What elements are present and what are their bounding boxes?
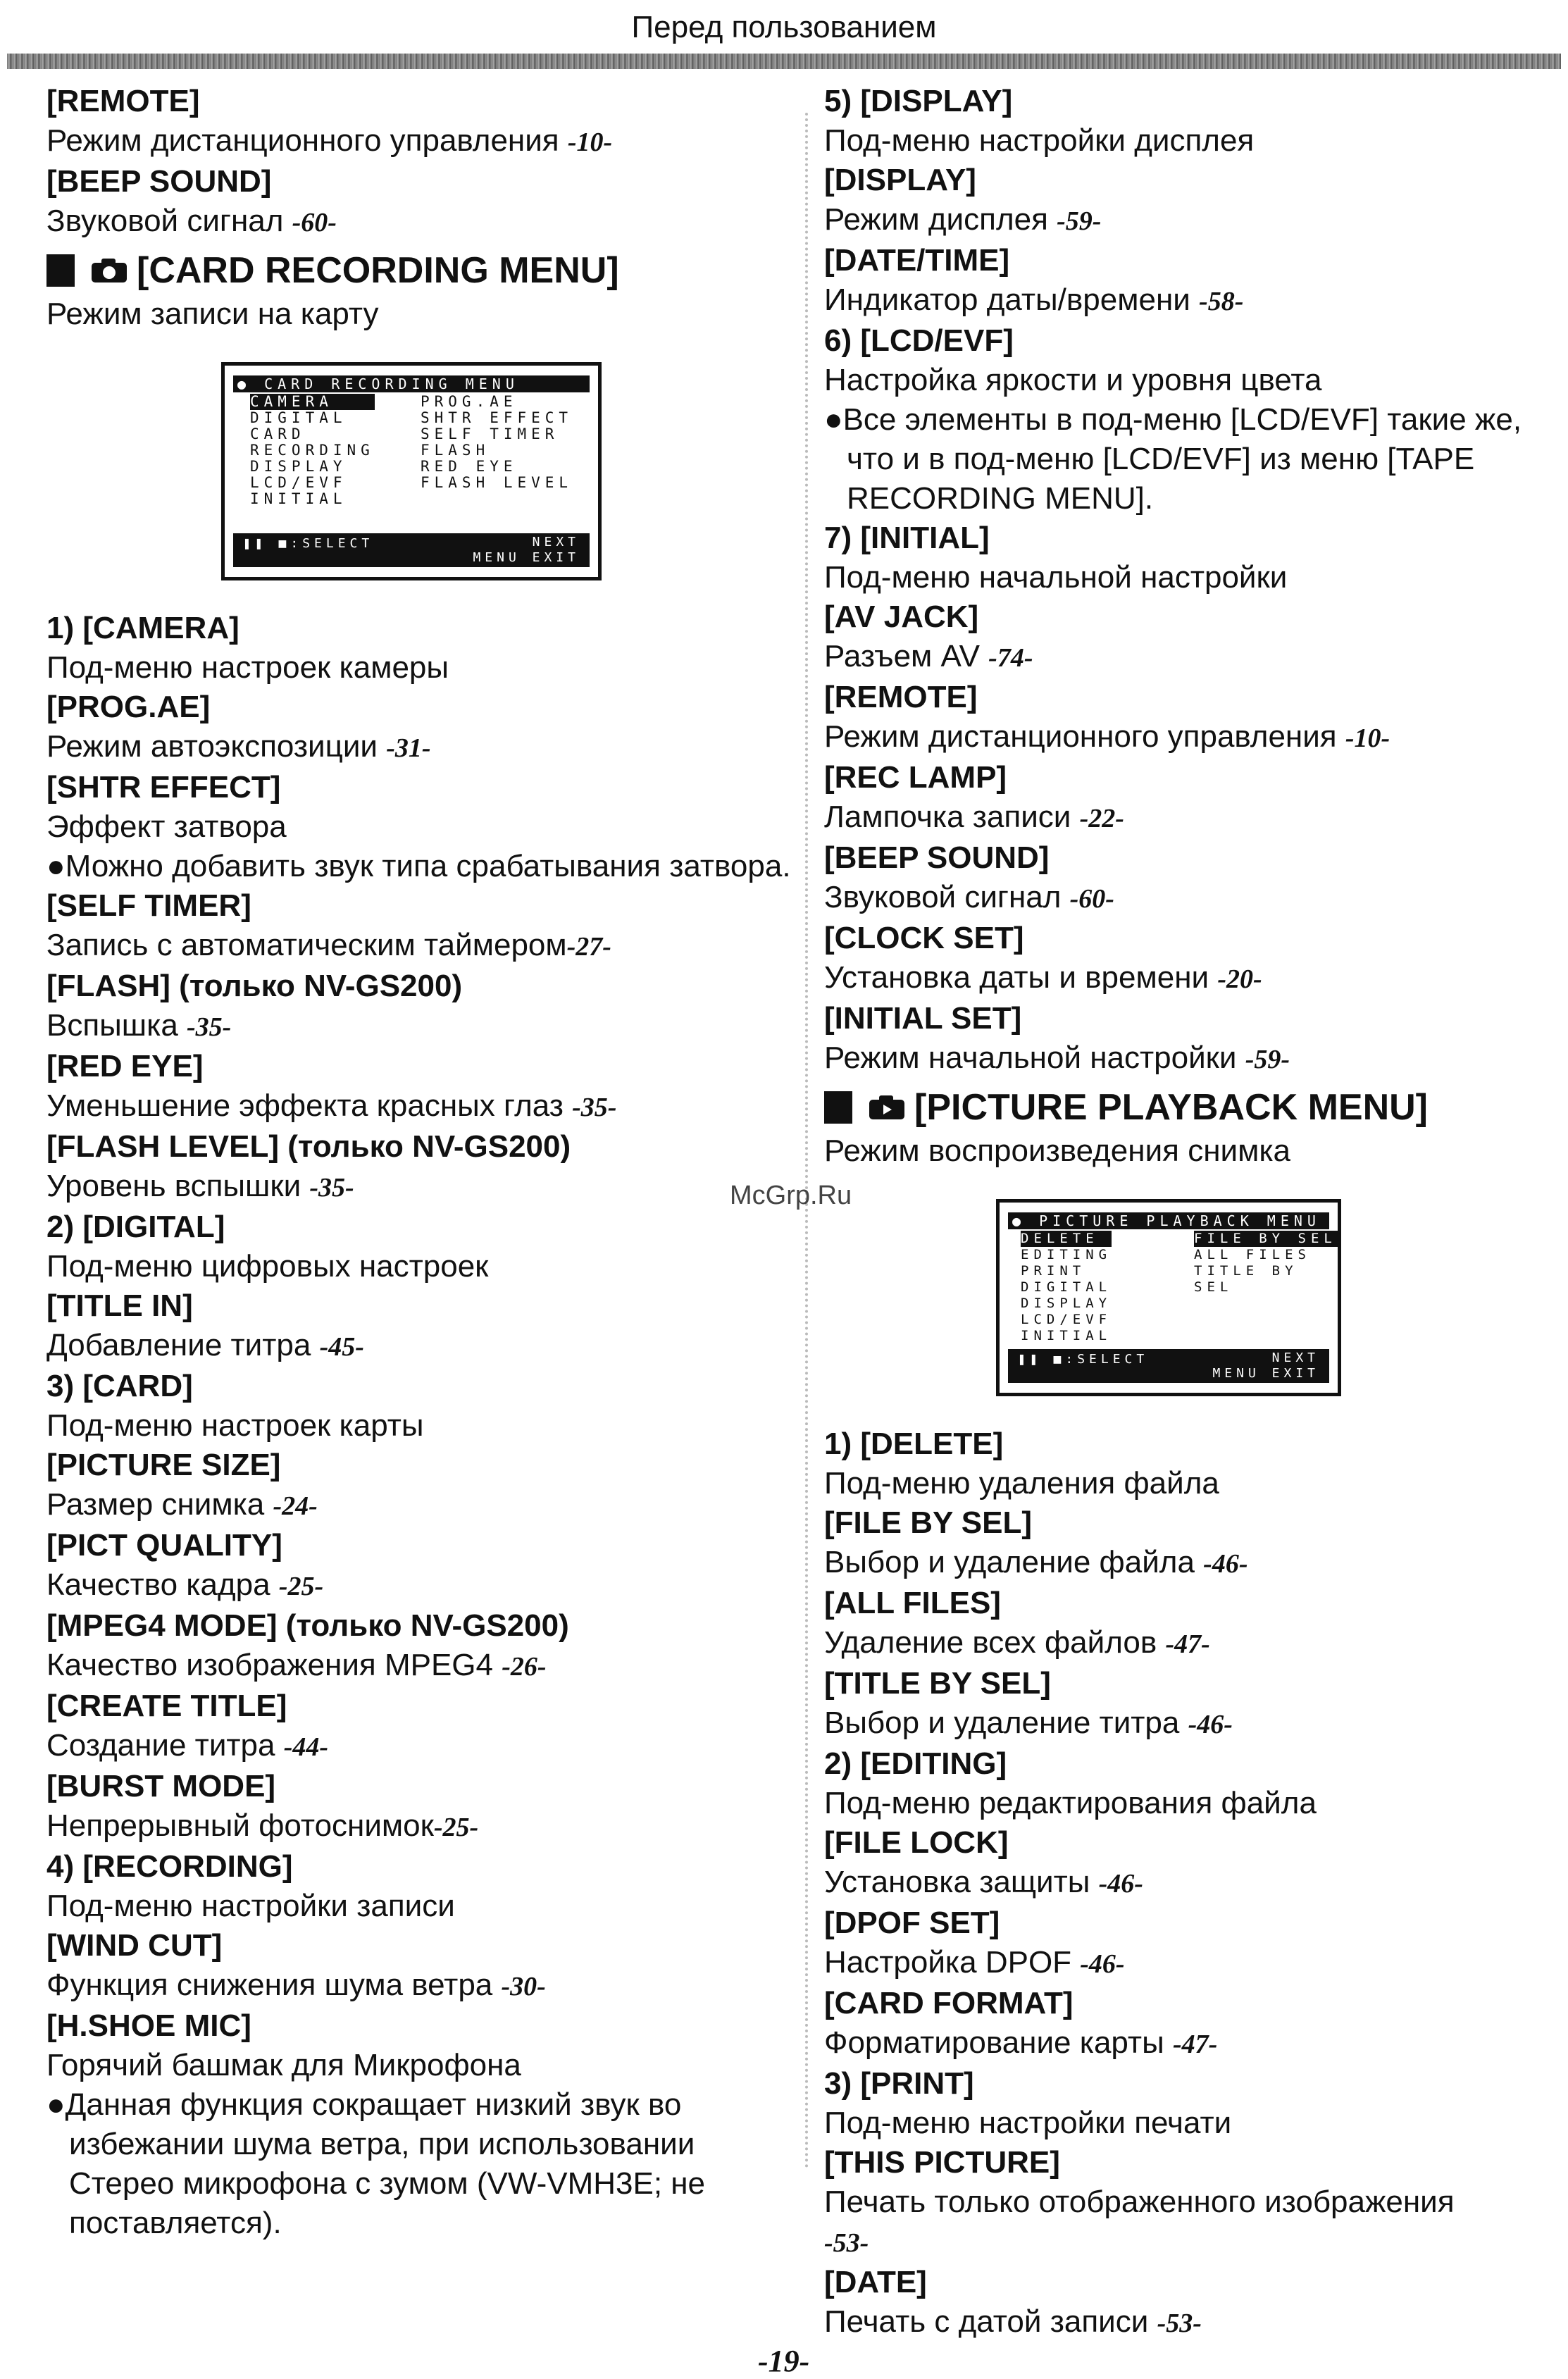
menu-item-heading bbox=[46, 1207, 793, 1247]
page-reference: -44- bbox=[283, 1732, 329, 1762]
line-text: Лампочка записи bbox=[824, 800, 1080, 834]
line-text: [DPOF SET] bbox=[824, 1906, 1000, 1940]
menu-item-description bbox=[46, 807, 793, 847]
line-text: Под-меню редактирования файла bbox=[824, 1786, 1317, 1820]
menu-item-description bbox=[824, 2302, 1557, 2343]
line-text: [DATE] bbox=[824, 2265, 927, 2299]
menu-item-description bbox=[46, 1167, 793, 1207]
osd-menu-entry: CARD bbox=[250, 426, 306, 442]
osd-menu-entry: RED EYE bbox=[421, 458, 518, 475]
line-text: Под-меню настройки записи bbox=[46, 1889, 455, 1923]
line-text: Выбор и удаление файла bbox=[824, 1545, 1204, 1579]
line-text: [TITLE BY SEL] bbox=[824, 1666, 1051, 1701]
menu-item-heading bbox=[824, 1984, 1557, 2023]
menu-item-heading bbox=[824, 2263, 1557, 2302]
menu-item-description bbox=[824, 2182, 1557, 2222]
line-text: [BURST MODE] bbox=[46, 1769, 276, 1803]
line-text: [TITLE IN] bbox=[46, 1288, 193, 1323]
page-reference: -30- bbox=[501, 1972, 546, 2001]
line-text: [ALL FILES] bbox=[824, 1586, 1001, 1620]
menu-item-description bbox=[824, 121, 1557, 161]
page-reference: -35- bbox=[187, 1012, 232, 1042]
osd-menu-entry: RECORDING bbox=[250, 442, 375, 459]
menu-item-heading bbox=[824, 1823, 1557, 1863]
line-text: 2) [EDITING] bbox=[824, 1746, 1007, 1781]
left-column bbox=[46, 82, 793, 2243]
line-text: [PICTURE SIZE] bbox=[46, 1448, 281, 1482]
menu-item-heading bbox=[46, 82, 793, 121]
page-reference: -27- bbox=[566, 932, 611, 962]
menu-item-heading bbox=[824, 2064, 1557, 2104]
line-text: Под-меню настроек камеры bbox=[46, 650, 449, 685]
menu-item-heading bbox=[46, 1526, 793, 1565]
menu-item-heading bbox=[46, 1847, 793, 1887]
menu-item-description bbox=[46, 1965, 793, 2006]
camera-icon bbox=[90, 257, 128, 284]
menu-item-description bbox=[46, 926, 793, 967]
menu-item-description bbox=[46, 2046, 793, 2085]
osd-menu-entry: ALL FILES bbox=[1194, 1247, 1311, 1262]
menu-item-description bbox=[824, 1464, 1557, 1503]
menu-item-heading bbox=[824, 999, 1557, 1038]
osd-bottom-bar: ❚❚ ■:SELECT NEXT MENU EXIT bbox=[233, 533, 590, 567]
osd-subitem-list bbox=[421, 394, 573, 491]
left-body-block bbox=[46, 609, 793, 2243]
osd-bottom-bar: ❚❚ ■:SELECT NEXT MENU EXIT bbox=[1008, 1349, 1329, 1383]
osd-menu-entry: SHTR EFFECT bbox=[421, 409, 573, 426]
line-text: [SELF TIMER] bbox=[46, 888, 251, 923]
osd-menu-entry: FILE BY SEL bbox=[1194, 1231, 1337, 1246]
menu-item-heading bbox=[46, 967, 793, 1006]
line-text: [BEEP SOUND] bbox=[46, 164, 272, 199]
line-text: 5) [DISPLAY] bbox=[824, 84, 1013, 118]
menu-item-description bbox=[46, 1485, 793, 1526]
menu-item-heading bbox=[46, 2006, 793, 2046]
line-text: Режим дисплея bbox=[824, 202, 1057, 237]
osd-menu-entry: FLASH LEVEL bbox=[421, 474, 573, 491]
line-text: [PICT QUALITY] bbox=[46, 1528, 282, 1563]
menu-item-description bbox=[824, 200, 1557, 241]
line-text: Печать с датой записи bbox=[824, 2304, 1157, 2339]
line-text: [AV JACK] bbox=[824, 600, 979, 634]
menu-item-heading bbox=[46, 1127, 793, 1167]
menu-item-heading bbox=[824, 161, 1557, 200]
left-top-block bbox=[46, 82, 793, 242]
page-reference: -46- bbox=[1188, 1710, 1233, 1739]
line-text: [WIND CUT] bbox=[46, 1928, 223, 1963]
menu-item-description bbox=[824, 878, 1557, 919]
menu-item-heading bbox=[824, 838, 1557, 878]
page-reference: -74- bbox=[988, 643, 1033, 673]
line-text: Режим дистанционного управления bbox=[824, 719, 1345, 754]
menu-item-heading bbox=[824, 678, 1557, 717]
line-text: [FLASH LEVEL] (только NV-GS200) bbox=[46, 1129, 571, 1164]
page-reference: -46- bbox=[1080, 1949, 1125, 1979]
line-text: [REMOTE] bbox=[46, 84, 200, 118]
section-square-icon bbox=[824, 1091, 852, 1124]
page-reference: -47- bbox=[1172, 2030, 1218, 2059]
menu-item-heading bbox=[46, 1606, 793, 1646]
line-text: [H.SHOE MIC] bbox=[46, 2008, 251, 2043]
menu-item-heading bbox=[46, 162, 793, 201]
menu-item-description bbox=[824, 2104, 1557, 2143]
bullet-note bbox=[46, 2085, 793, 2243]
line-text: 4) [RECORDING] bbox=[46, 1849, 293, 1884]
page-reference: -26- bbox=[502, 1652, 547, 1682]
osd-menu-entry: PRINT bbox=[1021, 1263, 1086, 1279]
menu-item-description bbox=[46, 1565, 793, 1606]
right-top-block bbox=[824, 82, 1557, 1079]
menu-item-heading bbox=[824, 597, 1557, 637]
menu-item-description bbox=[46, 1726, 793, 1767]
picture-playback-menu-screen bbox=[996, 1199, 1341, 1396]
menu-item-description bbox=[824, 1543, 1557, 1584]
line-text: 3) [PRINT] bbox=[824, 2066, 974, 2101]
osd-menu-entry: INITIAL bbox=[1021, 1328, 1112, 1343]
line-text: 3) [CARD] bbox=[46, 1369, 193, 1403]
osd-menu-entry: INITIAL bbox=[250, 490, 347, 507]
card-recording-menu-subtitle: Режим записи на карту bbox=[46, 297, 379, 331]
page-reference: -53- bbox=[824, 2228, 869, 2258]
menu-item-description bbox=[46, 121, 793, 162]
menu-item-description bbox=[824, 797, 1557, 838]
osd-menu-entry: CAMERA bbox=[250, 394, 375, 410]
menu-item-description bbox=[46, 201, 793, 242]
page-reference: -35- bbox=[309, 1173, 354, 1203]
menu-item-description bbox=[824, 1863, 1557, 1903]
menu-item-description bbox=[46, 1887, 793, 1926]
line-text: [BEEP SOUND] bbox=[824, 840, 1050, 875]
menu-item-heading bbox=[46, 1446, 793, 1485]
watermark: McGrp.Ru bbox=[730, 1181, 852, 1210]
menu-item-description bbox=[46, 1806, 793, 1847]
page-reference: -25- bbox=[433, 1813, 479, 1842]
osd-menu-entry: LCD/EVF bbox=[1021, 1312, 1112, 1327]
menu-item-heading bbox=[46, 688, 793, 727]
line-text: ●Можно добавить звук типа срабатывания затвора. bbox=[46, 849, 791, 883]
page-reference: -59- bbox=[1245, 1045, 1290, 1074]
page-reference: -58- bbox=[1199, 287, 1244, 316]
line-text: Непрерывный фотоснимок bbox=[46, 1808, 434, 1843]
page-reference: -46- bbox=[1203, 1549, 1248, 1579]
line-text: 1) [CAMERA] bbox=[46, 611, 239, 645]
menu-item-heading bbox=[824, 1664, 1557, 1703]
menu-item-description bbox=[46, 1006, 793, 1047]
line-text: Горячий башмак для Микрофона bbox=[46, 2048, 521, 2082]
line-text: [REMOTE] bbox=[824, 680, 978, 714]
osd-menu-entry: PROG.AE bbox=[421, 393, 518, 410]
line-text: Установка даты и времени bbox=[824, 960, 1218, 995]
section-square-icon bbox=[46, 254, 75, 287]
card-recording-menu-title: [CARD RECORDING MENU] bbox=[137, 250, 619, 291]
playback-camera-icon bbox=[868, 1094, 906, 1121]
menu-item-heading bbox=[824, 1584, 1557, 1623]
menu-item-description bbox=[824, 1703, 1557, 1744]
line-text: [SHTR EFFECT] bbox=[46, 770, 281, 805]
osd-title: ● PICTURE PLAYBACK MENU bbox=[1008, 1212, 1329, 1229]
page-reference: -47- bbox=[1165, 1629, 1210, 1659]
line-text: Функция снижения шума ветра bbox=[46, 1968, 502, 2002]
osd-title: ● CARD RECORDING MENU bbox=[233, 375, 590, 392]
bullet-note bbox=[46, 847, 793, 886]
page-reference: -45- bbox=[319, 1332, 364, 1362]
menu-item-heading bbox=[46, 1926, 793, 1965]
menu-item-description bbox=[824, 1943, 1557, 1984]
osd-subitem-list bbox=[1194, 1231, 1338, 1296]
menu-item-heading bbox=[824, 1424, 1557, 1464]
line-text: [THIS PICTURE] bbox=[824, 2145, 1060, 2180]
menu-item-description bbox=[824, 1623, 1557, 1664]
page-reference: -60- bbox=[1069, 884, 1114, 914]
page-reference: -31- bbox=[386, 733, 431, 763]
page-reference: -53- bbox=[1157, 2309, 1202, 2338]
page-reference: -20- bbox=[1217, 964, 1262, 994]
line-text: Звуковой сигнал bbox=[46, 204, 292, 238]
line-text: Звуковой сигнал bbox=[824, 880, 1070, 914]
line-text: Запись с автоматическим таймером bbox=[46, 928, 567, 962]
osd-menu-entry: DELETE bbox=[1021, 1231, 1112, 1247]
osd-menu-entry: DISPLAY bbox=[1021, 1296, 1112, 1311]
page-header-title: Перед пользованием bbox=[631, 10, 937, 44]
line-text: Настройка DPOF bbox=[824, 1945, 1081, 1980]
osd-item-list bbox=[1021, 1231, 1112, 1344]
menu-item-description bbox=[824, 280, 1557, 321]
menu-item-description bbox=[824, 958, 1557, 999]
menu-item-description bbox=[46, 1247, 793, 1286]
osd-menu-entry: DISPLAY bbox=[250, 458, 347, 475]
line-text: Индикатор даты/времени bbox=[824, 282, 1200, 317]
menu-item-description bbox=[46, 1326, 793, 1367]
menu-item-heading bbox=[824, 321, 1557, 361]
card-recording-menu-screen bbox=[221, 362, 602, 580]
line-text: [INITIAL SET] bbox=[824, 1001, 1022, 1036]
line-text: Режим начальной настройки bbox=[824, 1041, 1245, 1075]
page-reference: -10- bbox=[1345, 723, 1390, 753]
line-text: [FILE LOCK] bbox=[824, 1825, 1009, 1860]
menu-item-description bbox=[824, 558, 1557, 597]
menu-item-heading bbox=[46, 1767, 793, 1806]
menu-item-description bbox=[824, 2222, 1557, 2263]
osd-menu-entry: DIGITAL bbox=[250, 409, 347, 426]
line-text: Создание титра bbox=[46, 1728, 284, 1763]
menu-item-description bbox=[824, 1784, 1557, 1823]
line-text: Выбор и удаление титра bbox=[824, 1706, 1188, 1740]
menu-item-heading bbox=[824, 758, 1557, 797]
menu-item-description bbox=[46, 727, 793, 768]
osd-menu-entry: SELF TIMER bbox=[421, 426, 559, 442]
menu-item-heading bbox=[824, 1903, 1557, 1943]
page-reference: -59- bbox=[1057, 206, 1102, 236]
menu-item-heading bbox=[824, 241, 1557, 280]
line-text: Уровень вспышки bbox=[46, 1169, 310, 1203]
osd-menu-entry: TITLE BY SEL bbox=[1194, 1263, 1298, 1295]
osd-menu-entry: LCD/EVF bbox=[250, 474, 347, 491]
line-text: ●Все элементы в под-меню [LCD/EVF] такие же, что и в под-меню [LCD/EVF] из меню [TAPE RECORDING MENU]. bbox=[824, 402, 1522, 516]
menu-item-description bbox=[46, 1406, 793, 1446]
menu-item-heading bbox=[46, 609, 793, 648]
line-text: Размер снимка bbox=[46, 1487, 273, 1522]
page-reference: -46- bbox=[1098, 1869, 1143, 1899]
line-text: Режим дистанционного управления bbox=[46, 123, 568, 158]
line-text: Под-меню удаления файла bbox=[824, 1466, 1219, 1501]
line-text: Под-меню настройки печати bbox=[824, 2106, 1232, 2140]
line-text: Настройка яркости и уровня цвета bbox=[824, 363, 1322, 397]
line-text: Под-меню начальной настройки bbox=[824, 560, 1288, 595]
menu-item-description bbox=[46, 648, 793, 688]
osd-menu-entry: EDITING bbox=[1021, 1247, 1112, 1262]
menu-item-heading bbox=[46, 1047, 793, 1086]
osd-menu-entry: DIGITAL bbox=[1021, 1279, 1112, 1295]
page-reference: -22- bbox=[1079, 804, 1124, 833]
menu-item-heading bbox=[824, 1744, 1557, 1784]
line-text: 2) [DIGITAL] bbox=[46, 1210, 225, 1244]
page-reference: -24- bbox=[273, 1491, 318, 1521]
line-text: Разъем AV bbox=[824, 639, 989, 673]
line-text: 1) [DELETE] bbox=[824, 1427, 1004, 1461]
line-text: [RED EYE] bbox=[46, 1049, 204, 1083]
line-text: ●Данная функция сокращает низкий звук во избежании шума ветра, при использовании Стерео микрофона с зумом (VW-VMH3E; не поставляется). bbox=[46, 2087, 706, 2240]
menu-item-heading bbox=[46, 1687, 793, 1726]
right-column bbox=[824, 82, 1557, 2343]
line-text: Эффект затвора bbox=[46, 809, 287, 844]
menu-item-description bbox=[46, 1086, 793, 1127]
osd-menu-entry: FLASH bbox=[421, 442, 490, 459]
page-reference: -25- bbox=[278, 1572, 324, 1601]
line-text: Форматирование карты bbox=[824, 2025, 1173, 2060]
line-text: [MPEG4 MODE] (только NV-GS200) bbox=[46, 1608, 569, 1643]
page-reference: -60- bbox=[292, 208, 337, 237]
bullet-note bbox=[824, 400, 1557, 518]
line-text: Под-меню цифровых настроек bbox=[46, 1249, 489, 1284]
menu-item-heading bbox=[824, 919, 1557, 958]
menu-item-heading bbox=[824, 1503, 1557, 1543]
line-text: 7) [INITIAL] bbox=[824, 521, 990, 555]
line-text: 6) [LCD/EVF] bbox=[824, 323, 1014, 358]
line-text: [DATE/TIME] bbox=[824, 243, 1010, 278]
line-text: Вспышка bbox=[46, 1008, 187, 1043]
line-text: [PROG.AE] bbox=[46, 690, 211, 724]
line-text: [REC LAMP] bbox=[824, 760, 1007, 795]
page-reference: -10- bbox=[567, 128, 613, 157]
line-text: [CARD FORMAT] bbox=[824, 1986, 1074, 2020]
page-number: -19- bbox=[758, 2344, 810, 2378]
line-text: [CREATE TITLE] bbox=[46, 1689, 287, 1723]
line-text: Качество кадра bbox=[46, 1567, 279, 1602]
menu-item-heading bbox=[824, 518, 1557, 558]
line-text: [CLOCK SET] bbox=[824, 921, 1024, 955]
right-body-block bbox=[824, 1424, 1557, 2343]
menu-item-heading bbox=[824, 2143, 1557, 2182]
line-text: [FILE BY SEL] bbox=[824, 1505, 1032, 1540]
line-text: [FLASH] (только NV-GS200) bbox=[46, 969, 463, 1003]
menu-item-heading bbox=[46, 886, 793, 926]
menu-item-description bbox=[824, 717, 1557, 758]
line-text: Удаление всех файлов bbox=[824, 1625, 1166, 1660]
menu-item-heading bbox=[46, 768, 793, 807]
menu-item-heading bbox=[46, 1367, 793, 1406]
header-rule bbox=[7, 54, 1561, 69]
menu-item-heading bbox=[824, 82, 1557, 121]
menu-item-heading bbox=[46, 1286, 793, 1326]
card-recording-menu-heading bbox=[46, 247, 793, 294]
page-reference: -35- bbox=[572, 1093, 617, 1122]
menu-item-description bbox=[46, 1646, 793, 1687]
osd-item-list bbox=[250, 394, 375, 507]
menu-item-description bbox=[824, 2023, 1557, 2064]
line-text: Под-меню настроек карты bbox=[46, 1408, 424, 1443]
line-text: Уменьшение эффекта красных глаз bbox=[46, 1088, 573, 1123]
menu-item-description bbox=[824, 637, 1557, 678]
line-text: [DISPLAY] bbox=[824, 163, 976, 197]
line-text: Режим автоэкспозиции bbox=[46, 729, 387, 764]
picture-playback-menu-heading bbox=[824, 1083, 1557, 1131]
picture-playback-menu-subtitle: Режим воспроизведения снимка bbox=[824, 1133, 1291, 1168]
menu-item-description bbox=[824, 361, 1557, 400]
menu-item-description bbox=[824, 1038, 1557, 1079]
picture-playback-menu-title: [PICTURE PLAYBACK MENU] bbox=[914, 1087, 1428, 1128]
line-text: Печать только отображенного изображения bbox=[824, 2185, 1455, 2219]
line-text: Качество изображения MPEG4 bbox=[46, 1648, 502, 1682]
line-text: Добавление титра bbox=[46, 1328, 320, 1362]
line-text: Установка защиты bbox=[824, 1865, 1099, 1899]
line-text: Под-меню настройки дисплея bbox=[824, 123, 1255, 158]
column-divider bbox=[805, 113, 808, 2170]
